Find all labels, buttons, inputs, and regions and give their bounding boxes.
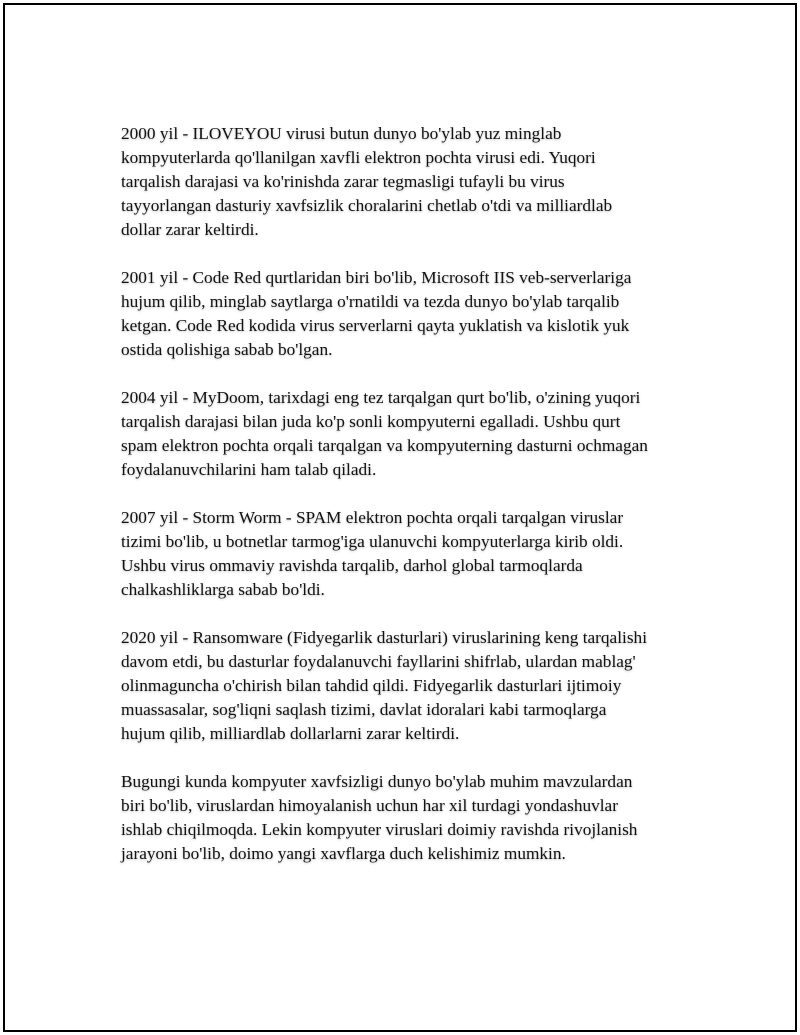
paragraph-2000-iloveyou: 2000 yil - ILOVEYOU virusi butun dunyo bo'ylab yuz minglab kompyuterlarda qo'llanilgan xavfli elektron pochta virusi edi. Yuqori tarqalish darajasi va ko'rinishda zarar tegmasligi tufayli bu virus tayyorlangan dasturiy xavfsizlik choralarini chetlab o'tdi va milliardlab dollar zarar keltirdi. bbox=[121, 124, 613, 239]
paragraph-2004-mydoom: 2004 yil - MyDoom, tarixdagi eng tez tarqalgan qurt bo'lib, o'zining yuqori tarqalish darajasi bilan juda ko'p sonli kompyuterni egalladi. Ushbu qurt spam elektron pochta orqali tarqalgan va kompyuterning dasturni ochmagan foydalanuvchilarini ham talab qiladi. bbox=[121, 388, 648, 479]
paragraph-conclusion: Bugungi kunda kompyuter xavfsizligi dunyo bo'ylab muhim mavzulardan biri bo'lib, viruslardan himoyalanish uchun har xil turdagi yondashuvlar ishlab chiqilmoqda. Lekin kompyuter viruslari doimiy ravishda rivojlanish jarayoni bo'lib, doimo yangi xavflarga duch kelishimiz mumkin. bbox=[121, 772, 638, 863]
document-body bbox=[121, 122, 711, 890]
paragraph-2020-ransomware: 2020 yil - Ransomware (Fidyegarlik dasturlari) viruslarining keng tarqalishi davom etdi, bu dasturlar foydalanuvchi fayllarini shifrlab, ulardan mablag' olinmaguncha o'chirish bilan tahdid qildi. Fidyegarlik dasturlari ijtimoiy muassasalar, sog'liqni saqlash tizimi, davlat idoralari kabi tarmoqlarga hujum qilib, milliardlab dollarlarni zarar keltirdi. bbox=[121, 628, 647, 743]
paragraph-2001-code-red: 2001 yil - Code Red qurtlaridan biri bo'lib, Microsoft IIS veb-serverlariga hujum qilib, minglab saytlarga o'rnatildi va tezda dunyo bo'ylab tarqalib ketgan. Code Red kodida virus serverlarni qayta yuklatish va kislotik yuk ostida qolishiga sabab bo'lgan. bbox=[121, 268, 632, 359]
paragraph-2007-storm-worm: 2007 yil - Storm Worm - SPAM elektron pochta orqali tarqalgan viruslar tizimi bo'lib, u botnetlar tarmog'iga ulanuvchi kompyuterlarga kirib oldi. Ushbu virus ommaviy ravishda tarqalib, darhol global tarmoqlarda chalkashliklarga sabab bo'ldi. bbox=[121, 508, 624, 599]
page-border bbox=[3, 3, 797, 1032]
